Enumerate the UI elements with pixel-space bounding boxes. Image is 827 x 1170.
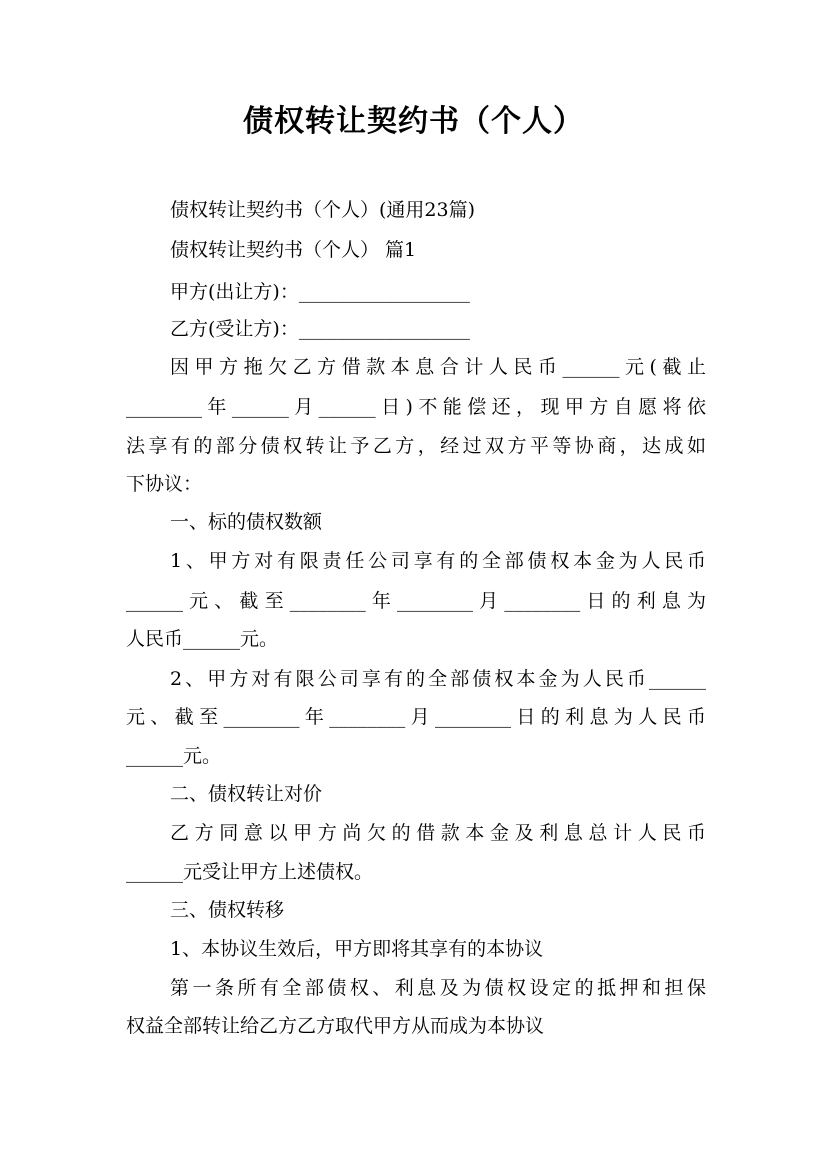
- document-title: 债权转让契约书（个人）: [243, 104, 584, 139]
- paragraph-line: 法享有的部分债权转让予乙方，经过双方平等协商，达成如: [126, 435, 706, 457]
- paragraph-line: 1、本协议生效后，甲方即将其享有的本协议: [170, 938, 544, 960]
- party-a-line: 甲方(出让方)：__________________: [170, 281, 470, 303]
- paragraph-line: 1、甲方对有限责任公司享有的全部债权本金为人民币: [170, 550, 706, 572]
- paragraph-line: 2、甲方对有限公司享有的全部债权本金为人民币______: [170, 668, 706, 690]
- subtitle-line: 债权转让契约书（个人）(通用23篇): [170, 199, 476, 221]
- party-b-line: 乙方(受让方)：__________________: [170, 318, 470, 340]
- paragraph-line: 人民币______元。: [126, 628, 279, 650]
- paragraph-line: 乙方同意以甲方尚欠的借款本金及利息总计人民币: [170, 822, 706, 844]
- paragraph-line: ______元。: [126, 745, 222, 767]
- paragraph-line: ________年______月______日)不能偿还，现甲方自愿将依: [126, 396, 706, 418]
- section-heading: 二、债权转让对价: [170, 783, 323, 805]
- paragraph-line: ______元受让甲方上述债权。: [126, 861, 374, 883]
- paragraph-line: 第一条所有全部债权、利息及为债权设定的抵押和担保: [170, 977, 706, 999]
- section-heading: 三、债权转移: [170, 899, 285, 921]
- section-heading: 债权转让契约书（个人） 篇1: [170, 239, 417, 261]
- paragraph-line: ______元、截至________年________月________日的利息为: [126, 590, 706, 612]
- paragraph-line: 因甲方拖欠乙方借款本息合计人民币______元(截止: [170, 356, 706, 378]
- paragraph-line: 元、截至________年________月________日的利息为人民币: [126, 706, 706, 728]
- paragraph-line: 权益全部转让给乙方乙方取代甲方从而成为本协议: [126, 1015, 545, 1037]
- paragraph-line: 下协议：: [126, 473, 203, 495]
- section-heading: 一、标的债权数额: [170, 511, 323, 533]
